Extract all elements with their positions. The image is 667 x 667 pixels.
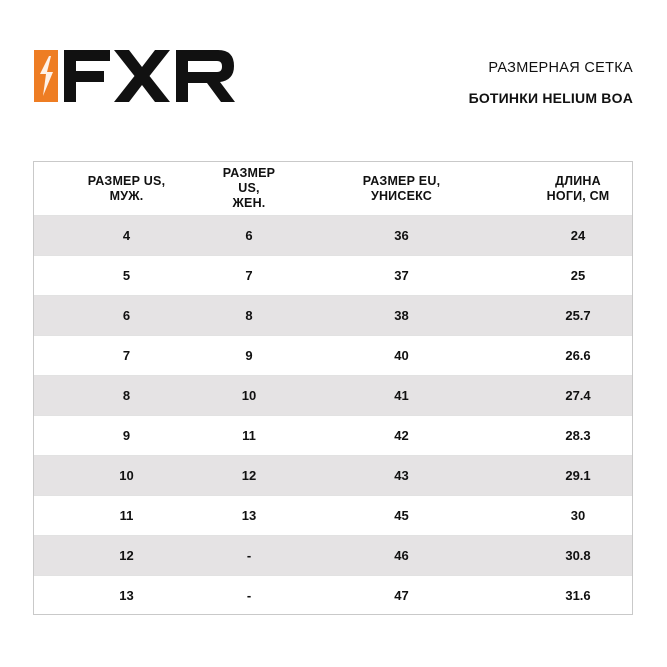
cell-us-women: 11 (242, 428, 256, 443)
cell-us-men: 4 (122, 228, 131, 243)
cell-us-women: 12 (241, 468, 257, 483)
cell-us-men: 5 (122, 268, 131, 283)
header-cell-us-women: РАЗМЕР US, ЖЕН. (222, 166, 276, 210)
table-row (34, 255, 632, 295)
cell-foot-length: 30 (570, 508, 586, 523)
product-name: БОТИНКИ HELIUM BOA (468, 90, 633, 106)
cell-foot-length: 29.1 (565, 468, 591, 483)
cell-eu-unisex: 47 (394, 588, 409, 603)
cell-eu-unisex: 45 (394, 508, 409, 523)
cell-eu-unisex: 42 (394, 428, 409, 443)
cell-eu-unisex: 37 (394, 268, 409, 283)
logo-letter-x (114, 50, 170, 102)
cell-us-women: 10 (241, 388, 257, 403)
header-cell-foot-length: ДЛИНА НОГИ, СМ (546, 173, 610, 203)
cell-us-women: 7 (245, 268, 253, 283)
cell-eu-unisex: 40 (394, 348, 409, 363)
cell-us-men: 6 (122, 308, 131, 323)
table-row (34, 575, 632, 615)
table-row (34, 295, 632, 335)
cell-foot-length: 31.6 (565, 588, 591, 603)
cell-eu-unisex: 41 (394, 388, 409, 403)
cell-us-men: 7 (122, 348, 131, 363)
cell-us-women: 8 (245, 308, 253, 323)
table-row (34, 335, 632, 375)
table-row (34, 375, 632, 415)
table-row (34, 415, 632, 455)
cell-us-men: 11 (119, 508, 134, 523)
table-row (34, 455, 632, 495)
cell-foot-length: 25 (570, 268, 586, 283)
table-row (34, 535, 632, 575)
cell-us-men: 12 (119, 548, 134, 563)
header-cell-us-men: РАЗМЕР US, МУЖ. (87, 173, 166, 203)
table-row (34, 495, 632, 535)
title-block (469, 59, 633, 107)
cell-us-men: 10 (119, 468, 134, 483)
cell-eu-unisex: 43 (394, 468, 409, 483)
cell-foot-length: 25.7 (565, 308, 591, 323)
cell-us-women: - (246, 548, 252, 563)
cell-eu-unisex: 38 (394, 308, 409, 323)
cell-us-women: 13 (241, 508, 257, 523)
cell-us-men: 8 (122, 388, 131, 403)
fxr-logo (34, 50, 236, 102)
header-cell-eu-unisex: РАЗМЕР EU, УНИСЕКС (362, 173, 441, 203)
cell-us-women: - (246, 588, 252, 603)
cell-foot-length: 27.4 (565, 388, 591, 403)
page-title: РАЗМЕРНАЯ СЕТКА (488, 60, 633, 76)
cell-eu-unisex: 36 (394, 228, 409, 243)
cell-us-women: 9 (245, 348, 253, 363)
cell-eu-unisex: 46 (394, 548, 409, 563)
table-header (34, 162, 632, 215)
size-table (33, 161, 633, 615)
cell-foot-length: 24 (570, 228, 586, 243)
table-row (34, 215, 632, 255)
logo-letter-r (176, 50, 235, 102)
logo-letter-f (64, 50, 110, 102)
cell-us-women: 6 (245, 228, 253, 243)
cell-foot-length: 30.8 (565, 548, 591, 563)
cell-us-men: 13 (119, 588, 134, 603)
cell-foot-length: 28.3 (565, 428, 591, 443)
cell-foot-length: 26.6 (565, 348, 591, 363)
cell-us-men: 9 (122, 428, 131, 443)
table-body (34, 215, 632, 615)
